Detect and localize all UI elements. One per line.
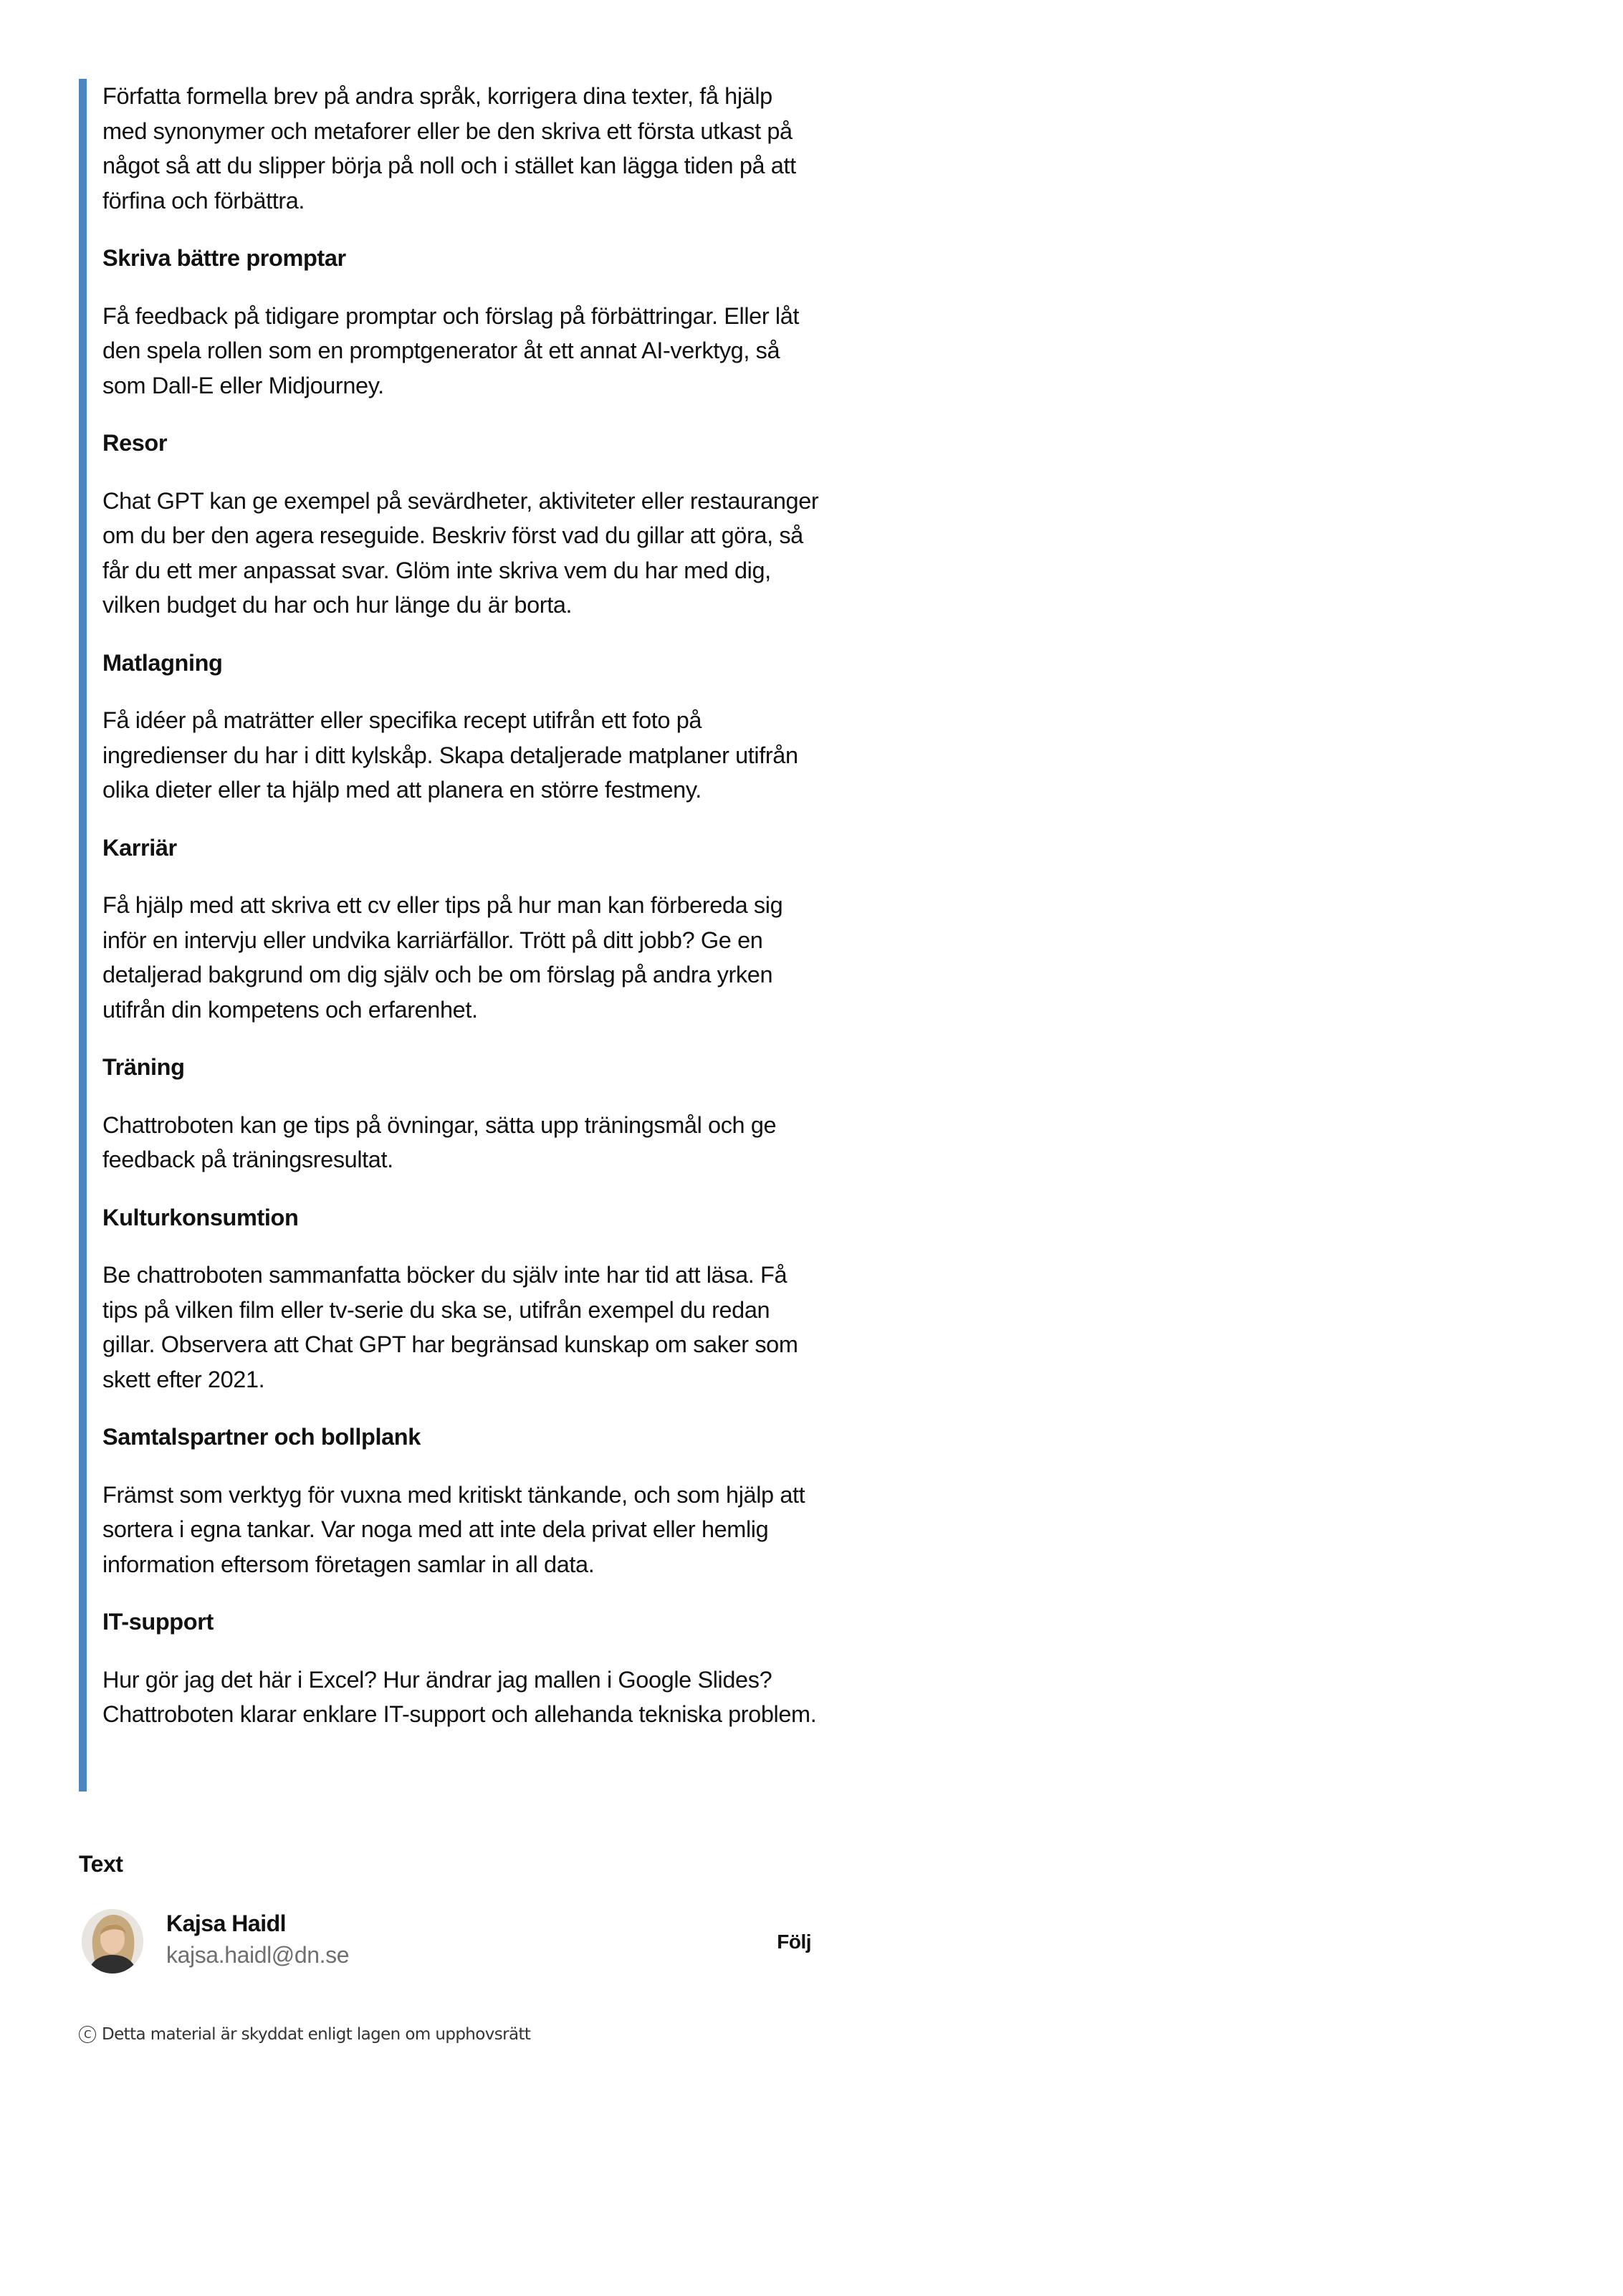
section-body-it-support: Hur gör jag det här i Excel? Hur ändrar jag mallen i Google Slides? Chattroboten klarar enklare IT-support och allehanda tekniska problem. — [102, 1666, 817, 1727]
avatar[interactable] — [82, 1909, 143, 1974]
section-body-prompts: Få feedback på tidigare promptar och förslag på förbättringar. Eller låt den spela rollen som en promptgenerator åt ett annat AI-verktyg, så som Dall-E eller Midjourney. — [102, 302, 800, 398]
copyright-notice — [79, 2025, 530, 2044]
section-heading-cooking: Matlagning — [102, 649, 223, 676]
section-heading-prompts: Skriva bättre promptar — [102, 245, 346, 271]
section-heading-it-support: IT-support — [102, 1609, 214, 1635]
factbox-intro: Författa formella brev på andra språk, korrigera dina texter, få hjälp med synonymer och metaforer eller be den skriva ett första utkast på något så att du slipper börja på noll och i stället kan lägga tiden på att förfina och förbättra. — [102, 83, 796, 214]
section-heading-conversation: Samtalspartner och bollplank — [102, 1424, 421, 1450]
section-body-training: Chattroboten kan ge tips på övningar, sätta upp träningsmål och ge feedback på träningsresultat. — [102, 1111, 777, 1172]
section-body-travel: Chat GPT kan ge exempel på sevärdheter, aktiviteter eller restauranger om du ber den agera reseguide. Beskriv först vad du gillar att göra, så får du ett mer anpassat svar. Glöm inte skriva vem du har med dig, vilken budget du har och hur länge du är borta. — [102, 487, 819, 618]
copyright-text: Detta material är skyddat enligt lagen om upphovsrätt — [102, 2025, 531, 2044]
section-heading-training: Träning — [102, 1054, 185, 1080]
section-body-culture: Be chattroboten sammanfatta böcker du själv inte har tid att läsa. Få tips på vilken film eller tv-serie du ska se, utifrån exempel du redan gillar. Observera att Chat GPT har begränsad kunskap om saker som skett efter 2021. — [102, 1262, 798, 1392]
author-email-link[interactable]: kajsa.haidl@dn.se — [166, 1942, 350, 1968]
section-heading-travel: Resor — [102, 430, 168, 456]
section-heading-career: Karriär — [102, 834, 177, 861]
section-heading-culture: Kulturkonsumtion — [102, 1204, 299, 1230]
section-body-career: Få hjälp med att skriva ett cv eller tips på hur man kan förbereda sig inför en intervju eller undvika karriärfällor. Trött på ditt jobb? Ge en detaljerad bakgrund om dig själv och be om förslag på andra yrken utifrån din kompetens och erfarenhet. — [102, 892, 783, 1023]
section-body-conversation: Främst som verktyg för vuxna med kritiskt tänkande, och som hjälp att sortera i egna tankar. Var noga med att inte dela privat eller hemlig information eftersom företagen samlar in all data. — [102, 1481, 805, 1577]
factbox — [79, 79, 819, 1792]
author-photo-icon — [82, 1909, 143, 1974]
author-name[interactable]: Kajsa Haidl — [166, 1910, 287, 1936]
author-card — [79, 1906, 810, 1978]
copyright-icon: C — [79, 2026, 96, 2043]
section-body-cooking: Få idéer på maträtter eller specifika recept utifrån ett foto på ingredienser du har i ditt kylskåp. Skapa detaljerade matplaner utifrån olika dieter eller ta hjälp med att planera en större festmeny. — [102, 707, 798, 803]
credit-label: Text — [79, 1851, 123, 1877]
follow-button[interactable]: Följ — [777, 1926, 811, 1958]
